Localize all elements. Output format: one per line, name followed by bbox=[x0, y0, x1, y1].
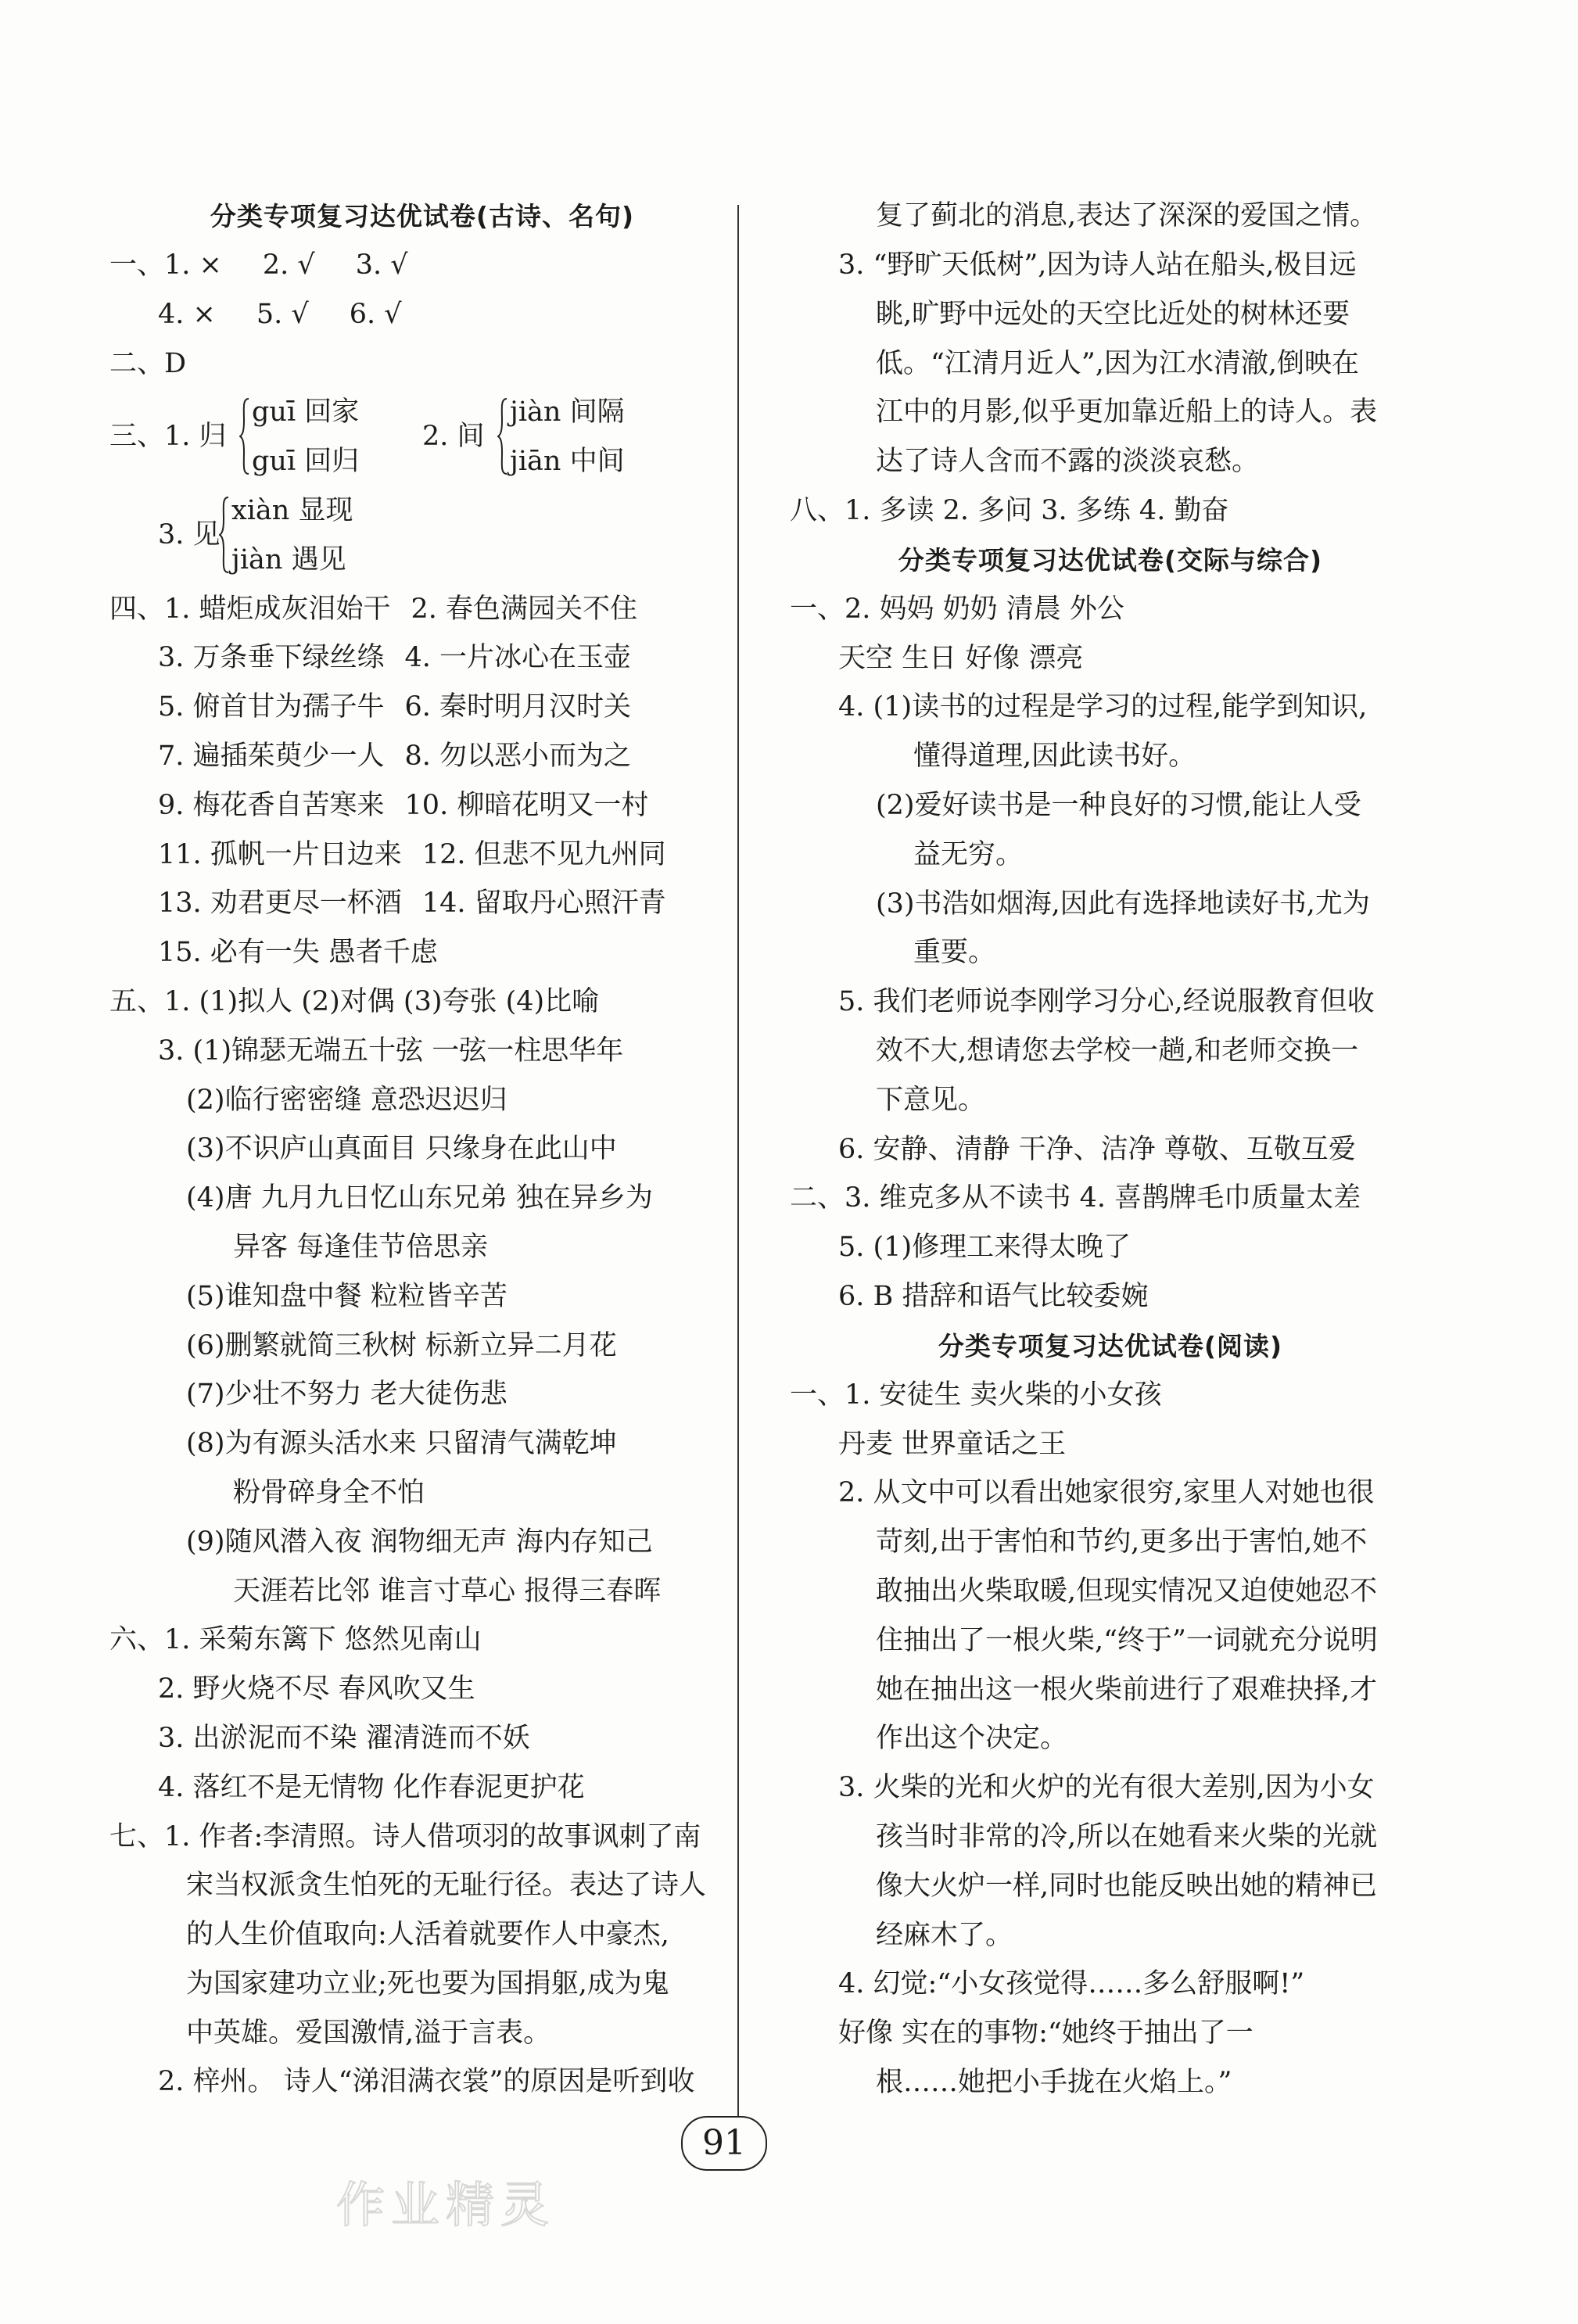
answer-line: 一、1. 安徒生 卖火柴的小女孩 bbox=[790, 1379, 1162, 1411]
answer-line: 懂得道理,因此读书好。 bbox=[913, 741, 1196, 773]
answer-line: 二、D bbox=[109, 347, 187, 379]
brace-icon bbox=[497, 397, 508, 475]
answer-line: 2. 从文中可以看出她家很穷,家里人对她也很 bbox=[838, 1477, 1375, 1509]
pinyin-option: guī 回归 bbox=[252, 446, 360, 478]
answer-line: 6. B 措辞和语气比较委婉 bbox=[838, 1280, 1149, 1312]
answer-line: 异客 每逢佳节倍思亲 bbox=[233, 1231, 489, 1263]
answer-line: 3. 出淤泥而不染 濯清涟而不妖 bbox=[158, 1722, 530, 1754]
answer-line: 一、2. 妈妈 奶奶 清晨 外公 bbox=[790, 593, 1124, 625]
left-column bbox=[109, 192, 735, 2107]
answer-line: 2. 野火烧不尽 春风吹又生 bbox=[158, 1673, 475, 1705]
answer-line: 天空 生日 好像 漂亮 bbox=[838, 642, 1084, 674]
right-column bbox=[790, 192, 1431, 2107]
answer-line: 经麻木了。 bbox=[876, 1919, 1013, 1951]
answer-line: 4. × 5. √ 6. √ bbox=[158, 298, 402, 330]
answer-line: 眺,旷野中远处的天空比近处的树林还要 bbox=[876, 298, 1350, 330]
answer-line: 六、1. 采菊东篱下 悠然见南山 bbox=[109, 1624, 482, 1656]
answer-line: 4. 幻觉:“小女孩觉得……多么舒服啊!” bbox=[838, 1968, 1305, 2000]
answer-line: 5. 俯首甘为孺子牛 6. 秦时明月汉时关 bbox=[158, 691, 632, 723]
answer-line: 3. (1)锦瑟无端五十弦 一弦一柱思华年 bbox=[158, 1035, 624, 1067]
answer-line: 一、1. × 2. √ 3. √ bbox=[109, 249, 408, 281]
section-title-reading: 分类专项复习达优试卷(阅读) bbox=[938, 1330, 1283, 1361]
answer-line: 四、1. 蜡炬成灰泪始干 2. 春色满园关不住 bbox=[109, 593, 638, 625]
answer-line: (6)删繁就简三秋树 标新立异二月花 bbox=[186, 1329, 617, 1361]
answer-line: 5. 我们老师说李刚学习分心,经说服教育但收 bbox=[838, 986, 1375, 1018]
brace-label: 2. 间 bbox=[422, 421, 485, 453]
answer-line: 6. 安静、清静 干净、洁净 尊敬、互敬互爱 bbox=[838, 1133, 1356, 1165]
answer-line: 孩当时非常的冷,所以在她看来火柴的光就 bbox=[876, 1820, 1378, 1852]
watermark-text: 作业精灵 bbox=[336, 2176, 556, 2233]
answer-line: 低。“江清月近人”,因为江水清澈,倒映在 bbox=[876, 347, 1360, 379]
answer-line: (9)随风潜入夜 润物细无声 海内存知己 bbox=[186, 1526, 653, 1558]
answer-line: 4. 落红不是无情物 化作春泥更护花 bbox=[158, 1771, 585, 1803]
answer-line: 丹麦 世界童话之王 bbox=[838, 1428, 1067, 1460]
brace-icon bbox=[219, 496, 230, 574]
pinyin-brace-row bbox=[109, 486, 735, 585]
answer-line: (5)谁知盘中餐 粒粒皆辛苦 bbox=[186, 1280, 507, 1312]
answer-line: 2. 梓州。 诗人“涕泪满衣裳”的原因是听到收 bbox=[158, 2066, 695, 2098]
column-divider bbox=[737, 205, 739, 2117]
pinyin-option: jiān 中间 bbox=[510, 446, 625, 478]
answer-line: 7. 遍插茱萸少一人 8. 勿以恶小而为之 bbox=[158, 740, 632, 772]
answer-line: 根……她把小手拢在火焰上。” bbox=[876, 2066, 1232, 2098]
answer-line: 重要。 bbox=[913, 937, 996, 969]
page-number: 91 bbox=[681, 2116, 767, 2171]
answer-line: 粉骨碎身全不怕 bbox=[233, 1476, 425, 1508]
answer-line: (2)临行密密缝 意恐迟迟归 bbox=[186, 1084, 507, 1116]
answer-line: 八、1. 多读 2. 多问 3. 多练 4. 勤奋 bbox=[790, 494, 1229, 526]
answer-line: 4. (1)读书的过程是学习的过程,能学到知识, bbox=[838, 691, 1368, 723]
answer-line: 达了诗人含而不露的淡淡哀愁。 bbox=[876, 446, 1260, 478]
pinyin-option: jiàn 遇见 bbox=[231, 543, 346, 576]
answer-line: 益无穷。 bbox=[913, 838, 1024, 870]
answer-line: 她在抽出这一根火柴前进行了艰难抉择,才 bbox=[876, 1673, 1378, 1705]
answer-line: 复了蓟北的消息,表达了深深的爱国之情。 bbox=[876, 200, 1378, 231]
answer-line: 13. 劝君更尽一杯酒 14. 留取丹心照汗青 bbox=[158, 888, 666, 920]
answer-line: 五、1. (1)拟人 (2)对偶 (3)夸张 (4)比喻 bbox=[109, 985, 600, 1017]
answer-line: 效不大,想请您去学校一趟,和老师交换一 bbox=[876, 1035, 1359, 1067]
answer-line: 的人生价值取向:人活着就要作人中豪杰, bbox=[186, 1919, 669, 1951]
answer-line: (4)唐 九月九日忆山东兄弟 独在异乡为 bbox=[186, 1182, 653, 1214]
section-title-poetry: 分类专项复习达优试卷(古诗、名句) bbox=[210, 201, 635, 231]
answer-line: 3. 火柴的光和火炉的光有很大差别,因为小女 bbox=[838, 1772, 1375, 1804]
pinyin-option: jiàn 间隔 bbox=[510, 396, 625, 429]
answer-line: 3. “野旷天低树”,因为诗人站在船头,极目远 bbox=[838, 249, 1357, 281]
section-title-communication: 分类专项复习达优试卷(交际与综合) bbox=[898, 544, 1323, 576]
answer-line: 好像 实在的事物:“她终于抽出了一 bbox=[838, 2017, 1253, 2050]
brace-icon bbox=[239, 397, 250, 475]
answer-line: 二、3. 维克多从不读书 4. 喜鹊牌毛巾质量太差 bbox=[790, 1182, 1361, 1214]
answer-line: 5. (1)修理工来得太晚了 bbox=[838, 1232, 1131, 1264]
answer-line: (8)为有源头活水来 只留清气满乾坤 bbox=[186, 1428, 617, 1460]
brace-label: 三、1. 归 bbox=[109, 421, 227, 453]
answer-line: (7)少壮不努力 老大徒伤悲 bbox=[186, 1379, 507, 1411]
pinyin-option: xiàn 显现 bbox=[231, 494, 353, 526]
answer-line: 敢抽出火柴取暖,但现实情况又迫使她忍不 bbox=[876, 1575, 1378, 1607]
answer-line: 住抽出了一根火柴,“终于”一词就充分说明 bbox=[876, 1624, 1378, 1656]
answer-line: 9. 梅花香自苦寒来 10. 柳暗花明又一村 bbox=[158, 789, 649, 821]
answer-line: (2)爱好读书是一种良好的习惯,能让人受 bbox=[876, 789, 1361, 821]
brace-label: 3. 见 bbox=[158, 518, 221, 551]
answer-line: 江中的月影,似乎更加靠近船上的诗人。表 bbox=[876, 396, 1378, 429]
answer-line: 作出这个决定。 bbox=[876, 1723, 1068, 1755]
answer-line: (3)书浩如烟海,因此有选择地读好书,尤为 bbox=[876, 888, 1370, 920]
answer-line: 像大火炉一样,同时也能反映出她的精神已 bbox=[876, 1870, 1378, 1902]
answer-line: (3)不识庐山真面目 只缘身在此山中 bbox=[186, 1133, 617, 1165]
pinyin-brace-row bbox=[109, 388, 735, 486]
pinyin-option: guī 回家 bbox=[252, 396, 360, 429]
answer-line: 天涯若比邻 谁言寸草心 报得三春晖 bbox=[233, 1575, 662, 1607]
answer-line: 中英雄。爱国激情,溢于言表。 bbox=[186, 2017, 551, 2049]
answer-line: 15. 必有一失 愚者千虑 bbox=[158, 937, 438, 969]
answer-line: 苛刻,出于害怕和节约,更多出于害怕,她不 bbox=[876, 1526, 1368, 1558]
answer-line: 11. 孤帆一片日边来 12. 但悲不见九州同 bbox=[158, 838, 666, 870]
answer-line: 3. 万条垂下绿丝绦 4. 一片冰心在玉壶 bbox=[158, 642, 632, 674]
answer-line: 七、1. 作者:李清照。诗人借项羽的故事讽刺了南 bbox=[109, 1820, 701, 1852]
answer-line: 为国家建功立业;死也要为国捐躯,成为鬼 bbox=[186, 1967, 669, 1999]
answer-line: 宋当权派贪生怕死的无耻行径。表达了诗人 bbox=[186, 1870, 707, 1902]
answer-line: 下意见。 bbox=[876, 1084, 986, 1116]
